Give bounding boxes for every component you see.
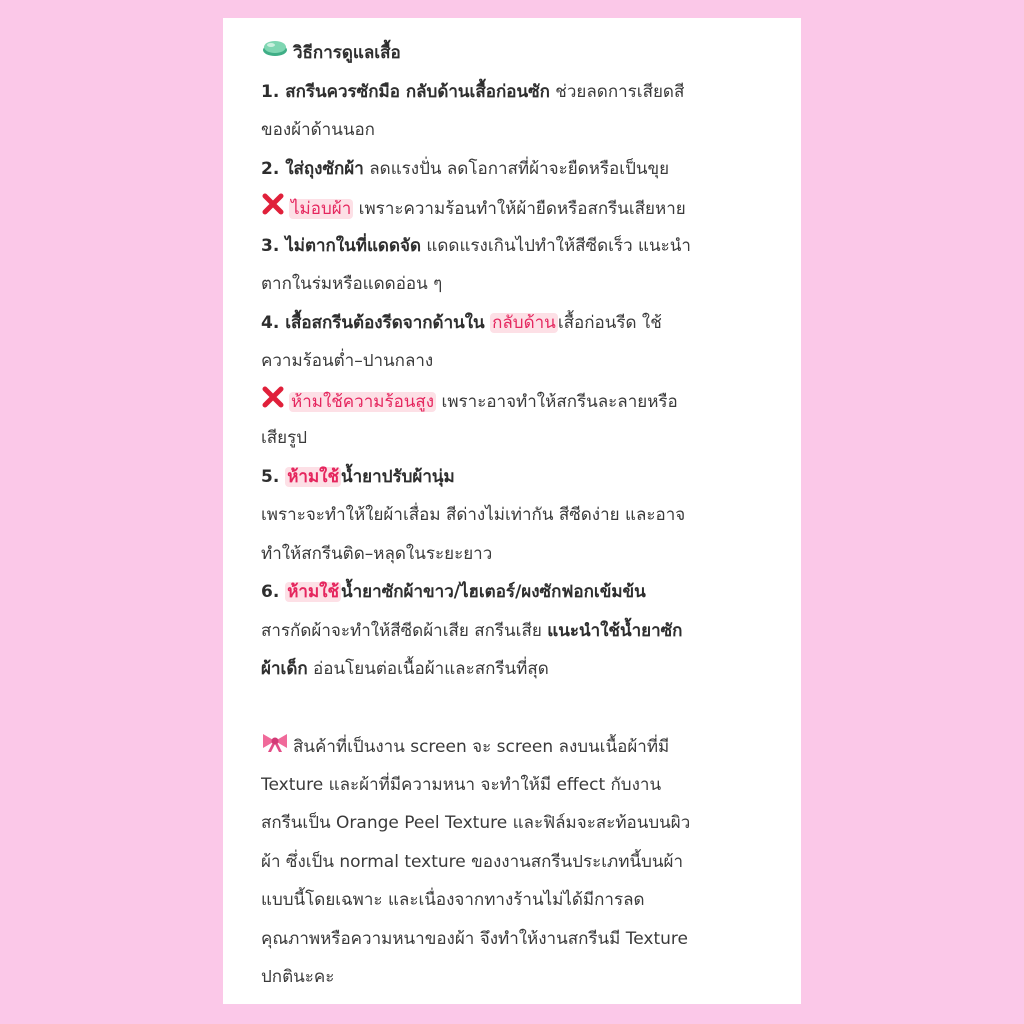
step-2-warning-highlight: ไม่อบผ้า: [291, 199, 352, 219]
note-line-5: [261, 885, 781, 924]
step-5-highlight: ห้ามใช้: [287, 466, 340, 487]
step-6-highlight: ห้ามใช้: [287, 582, 340, 602]
step-5-text: เพราะจะทำให้ใยผ้าเสื่อม สีด่างไม่เท่ากัน สีซีดง่าย และอาจ: [261, 505, 686, 525]
step-2-warning-text: เพราะความร้อนทำให้ผ้ายืดหรือสกรีนเสียหาย: [353, 199, 686, 219]
care-step-6: [261, 577, 781, 616]
care-step-2-warning: [261, 192, 781, 231]
note-text-5: แบบนี้โดยเฉพาะ และเนื่องจากทางร้านไม่ได้มีการลด: [261, 890, 645, 910]
step-2-heading: 2. ใส่ถุงซักผ้า: [261, 158, 364, 179]
step-2-text: ลดแรงปั่น ลดโอกาสที่ผ้าจะยืดหรือเป็นขุย: [363, 158, 670, 179]
care-step-2: [261, 154, 781, 193]
step-3-text-cont: ตากในร่มหรือแดดอ่อน ๆ: [261, 274, 443, 294]
care-step-3-cont: [261, 269, 781, 308]
note-line-6: [261, 924, 781, 963]
soap-icon: [261, 38, 289, 68]
note-line-4: [261, 847, 781, 886]
step-6-recommend: แนะนำใช้น้ำยาซัก: [547, 620, 683, 641]
care-step-6-cont: [261, 616, 781, 655]
care-step-4-warning-cont: [261, 423, 781, 462]
note-text-3: สกรีนเป็น Orange Peel Texture และฟิล์มจะสะท้อนบนผิว: [261, 813, 691, 833]
step-4-warning-highlight: ห้ามใช้ความร้อนสูง: [291, 391, 435, 412]
title-line: [261, 38, 781, 77]
step-1-text: ช่วยลดการเสียดสี: [549, 81, 685, 102]
step-4-highlight: กลับด้าน: [492, 312, 556, 333]
care-step-3: [261, 231, 781, 270]
care-step-1: [261, 77, 781, 116]
ribbon-icon: [261, 731, 289, 763]
cross-mark-icon: [261, 385, 285, 419]
step-1-heading: 1. สกรีนควรซักมือ กลับด้านเสื้อก่อนซัก: [261, 81, 550, 102]
note-text-1: สินค้าที่เป็นงาน screen จะ screen ลงบนเนื้อผ้าที่มี: [293, 737, 670, 757]
step-6-recommend-cont: ผ้าเด็ก: [261, 659, 308, 679]
step-4-warning-text: เพราะอาจทำให้สกรีนละลายหรือ: [436, 391, 678, 412]
step-5-heading: น้ำยาปรับผ้านุ่ม: [341, 466, 455, 487]
step-1-text-cont: ของผ้าด้านนอก: [261, 120, 375, 140]
step-3-text: แดดแรงเกินไปทำให้สีซีดเร็ว แนะนำ: [421, 235, 691, 256]
note-line-3: [261, 808, 781, 847]
cross-mark-icon: [261, 192, 285, 226]
care-instructions-card: [223, 18, 801, 1004]
care-step-6-cont-2: [261, 654, 781, 693]
care-step-5-cont-2: [261, 539, 781, 578]
step-4-text: เสื้อก่อนรีด ใช้: [557, 312, 662, 333]
care-instructions-text: [261, 38, 781, 1001]
note-text-2: Texture และผ้าที่มีความหนา จะทำให้มี effect กับงาน: [261, 774, 662, 795]
step-4-text-cont: ความร้อนต่ำ–ปานกลาง: [261, 351, 434, 371]
note-text-7: ปกตินะคะ: [261, 967, 335, 987]
step-6-text-cont: อ่อนโยนต่อเนื้อผ้าและสกรีนที่สุด: [307, 659, 549, 679]
note-line-7: [261, 962, 781, 1001]
care-step-4-warning: [261, 385, 781, 424]
step-4-heading: 4. เสื้อสกรีนต้องรีดจากด้านใน: [261, 312, 485, 333]
care-step-1-cont: [261, 115, 781, 154]
page-title: วิธีการดูแลเสื้อ: [293, 43, 401, 63]
step-6-heading: น้ำยาซักผ้าขาว/ไฮเตอร์/ผงซักฟอกเข้มข้น: [341, 582, 646, 602]
note-line-2: [261, 770, 781, 809]
step-6-number: 6.: [261, 582, 286, 602]
step-5-number: 5.: [261, 466, 286, 487]
note-line-1: [261, 731, 781, 770]
spacer: [261, 693, 781, 732]
care-step-5: [261, 462, 781, 501]
care-step-4-cont: [261, 346, 781, 385]
care-step-4: [261, 308, 781, 347]
step-5-text-cont: ทำให้สกรีนติด–หลุดในระยะยาว: [261, 543, 493, 564]
note-text-4: ผ้า ซึ่งเป็น normal texture ของงานสกรีนประเภทนี้บนผ้า: [261, 851, 683, 872]
note-text-6: คุณภาพหรือความหนาของผ้า จึงทำให้งานสกรีนมี Texture: [261, 928, 688, 949]
care-step-5-cont: [261, 500, 781, 539]
step-4-warning-text-cont: เสียรูป: [261, 428, 308, 448]
step-6-text: สารกัดผ้าจะทำให้สีซีดผ้าเสีย สกรีนเสีย: [261, 620, 548, 641]
step-3-heading: 3. ไม่ตากในที่แดดจัด: [261, 235, 422, 256]
